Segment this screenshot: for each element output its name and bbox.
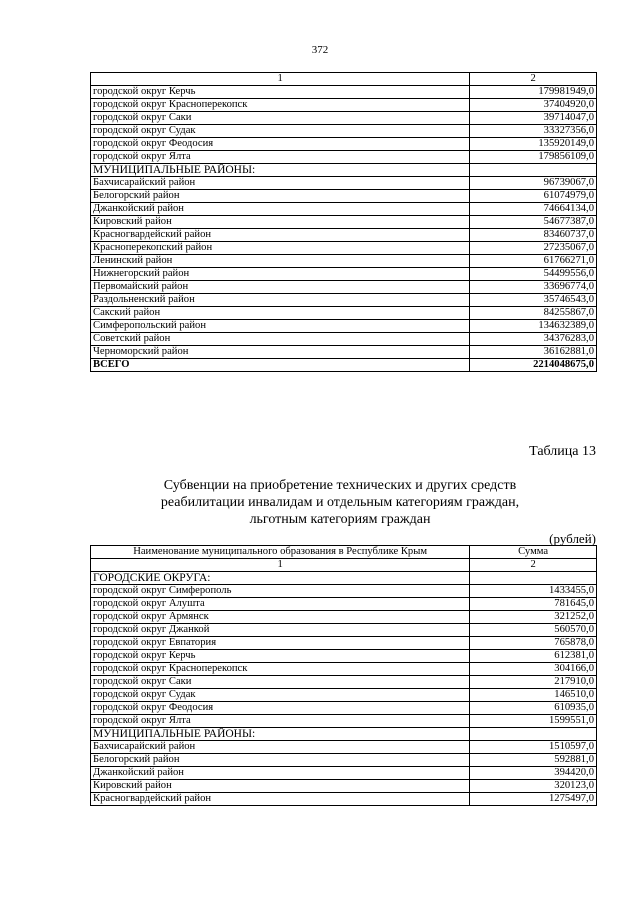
municipality-name: Советский район: [91, 333, 470, 346]
amount-value: 134632389,0: [470, 320, 597, 333]
table-row: [91, 767, 597, 780]
municipality-name: Симферопольский район: [91, 320, 470, 333]
table-row: [91, 754, 597, 767]
municipality-name: Красногвардейский район: [91, 229, 470, 242]
amount-value: [470, 728, 597, 741]
table-row: [91, 138, 597, 151]
table-row: [91, 255, 597, 268]
column-number-2: 2: [470, 559, 597, 572]
municipality-name: Кировский район: [91, 216, 470, 229]
table-row: [91, 125, 597, 138]
table-row: [91, 741, 597, 754]
amount-value: 35746543,0: [470, 294, 597, 307]
municipality-name: городской округ Судак: [91, 689, 470, 702]
amount-value: 179981949,0: [470, 86, 597, 99]
table-row: [91, 793, 597, 806]
table-row: [91, 624, 597, 637]
municipality-name: городской округ Армянск: [91, 611, 470, 624]
municipality-name: городской округ Джанкой: [91, 624, 470, 637]
column-number-row: [91, 559, 597, 572]
municipality-name: Нижнегорский район: [91, 268, 470, 281]
amount-value: 54677387,0: [470, 216, 597, 229]
table-row: [91, 780, 597, 793]
table-row: [91, 229, 597, 242]
column-number-2: 2: [470, 73, 597, 86]
table-row: [91, 702, 597, 715]
heading-line: льготным категориям граждан: [249, 512, 431, 527]
table-row: [91, 585, 597, 598]
table-row: [91, 663, 597, 676]
amount-value: 320123,0: [470, 780, 597, 793]
municipality-name: городской округ Керчь: [91, 86, 470, 99]
column-number-row: [91, 73, 597, 86]
table-row: [91, 294, 597, 307]
municipality-name: Раздольненский район: [91, 294, 470, 307]
municipality-name: Кировский район: [91, 780, 470, 793]
amount-value: 560570,0: [470, 624, 597, 637]
table-row: [91, 598, 597, 611]
amount-value: 27235067,0: [470, 242, 597, 255]
table-row: [91, 307, 597, 320]
municipality-name: МУНИЦИПАЛЬНЫЕ РАЙОНЫ:: [91, 728, 470, 741]
municipality-name: городской округ Ялта: [91, 715, 470, 728]
heading-line: реабилитации инвалидам и отдельным категориям граждан,: [160, 495, 520, 510]
table-row: [91, 346, 597, 359]
municipality-name: городской округ Красноперекопск: [91, 99, 470, 112]
municipality-name: городской округ Саки: [91, 676, 470, 689]
amount-value: 61766271,0: [470, 255, 597, 268]
table-row: [91, 320, 597, 333]
municipality-name: ВСЕГО: [91, 359, 470, 372]
municipality-name: городской округ Феодосия: [91, 138, 470, 151]
table-row: [91, 112, 597, 125]
budget-table-continuation: [90, 72, 597, 372]
amount-value: 2214048675,0: [470, 359, 597, 372]
municipality-name: городской округ Судак: [91, 125, 470, 138]
municipality-name: городской округ Симферополь: [91, 585, 470, 598]
municipality-name: городской округ Ялта: [91, 151, 470, 164]
municipality-name: Черноморский район: [91, 346, 470, 359]
header-sum: Сумма: [470, 546, 597, 559]
municipality-name: МУНИЦИПАЛЬНЫЕ РАЙОНЫ:: [91, 164, 470, 177]
amount-value: 1510597,0: [470, 741, 597, 754]
municipality-name: городской округ Алушта: [91, 598, 470, 611]
amount-value: 135920149,0: [470, 138, 597, 151]
table-heading: [80, 477, 600, 528]
amount-value: 36162881,0: [470, 346, 597, 359]
table-row: [91, 190, 597, 203]
municipality-name: Белогорский район: [91, 190, 470, 203]
section-row: [91, 164, 597, 177]
header-row: [91, 546, 597, 559]
section-row: [91, 728, 597, 741]
amount-value: 592881,0: [470, 754, 597, 767]
amount-value: 39714047,0: [470, 112, 597, 125]
amount-value: 394420,0: [470, 767, 597, 780]
municipality-name: городской округ Евпатория: [91, 637, 470, 650]
municipality-name: городской округ Саки: [91, 112, 470, 125]
municipality-name: Джанкойский район: [91, 767, 470, 780]
table-row: [91, 715, 597, 728]
amount-value: 610935,0: [470, 702, 597, 715]
amount-value: 781645,0: [470, 598, 597, 611]
municipality-name: Ленинский район: [91, 255, 470, 268]
amount-value: 54499556,0: [470, 268, 597, 281]
subvention-table: [90, 545, 597, 806]
amount-value: 1275497,0: [470, 793, 597, 806]
table-row: [91, 650, 597, 663]
amount-value: 612381,0: [470, 650, 597, 663]
amount-value: 1599551,0: [470, 715, 597, 728]
amount-value: 84255867,0: [470, 307, 597, 320]
amount-value: 33696774,0: [470, 281, 597, 294]
municipality-name: Красноперекопский район: [91, 242, 470, 255]
amount-value: 765878,0: [470, 637, 597, 650]
table-row: [91, 216, 597, 229]
amount-value: 146510,0: [470, 689, 597, 702]
municipality-name: Бахчисарайский район: [91, 741, 470, 754]
section-row: [91, 572, 597, 585]
municipality-name: Джанкойский район: [91, 203, 470, 216]
column-number-1: 1: [91, 559, 470, 572]
amount-value: [470, 164, 597, 177]
amount-value: 179856109,0: [470, 151, 597, 164]
amount-value: 321252,0: [470, 611, 597, 624]
municipality-name: Красногвардейский район: [91, 793, 470, 806]
table-row: [91, 611, 597, 624]
page-number: 372: [311, 44, 329, 56]
table-row: [91, 99, 597, 112]
header-municipality: Наименование муниципального образования в Республике Крым: [91, 546, 470, 559]
column-number-1: 1: [91, 73, 470, 86]
table-row: [91, 637, 597, 650]
table-row: [91, 676, 597, 689]
table-row: [91, 177, 597, 190]
table-row: [91, 689, 597, 702]
municipality-name: Первомайский район: [91, 281, 470, 294]
municipality-name: Бахчисарайский район: [91, 177, 470, 190]
amount-value: 217910,0: [470, 676, 597, 689]
table-row: [91, 86, 597, 99]
municipality-name: Белогорский район: [91, 754, 470, 767]
amount-value: 33327356,0: [470, 125, 597, 138]
municipality-name: городской округ Керчь: [91, 650, 470, 663]
amount-value: 96739067,0: [470, 177, 597, 190]
total-row: [91, 359, 597, 372]
municipality-name: ГОРОДСКИЕ ОКРУГА:: [91, 572, 470, 585]
amount-value: 1433455,0: [470, 585, 597, 598]
table-label: Таблица 13: [529, 444, 596, 459]
table-row: [91, 281, 597, 294]
table-row: [91, 203, 597, 216]
heading-line: Субвенции на приобретение технических и других средств: [163, 478, 517, 493]
amount-value: 61074979,0: [470, 190, 597, 203]
amount-value: 83460737,0: [470, 229, 597, 242]
amount-value: 304166,0: [470, 663, 597, 676]
table-row: [91, 268, 597, 281]
municipality-name: городской округ Красноперекопск: [91, 663, 470, 676]
amount-value: 74664134,0: [470, 203, 597, 216]
amount-value: [470, 572, 597, 585]
currency-unit: (рублей): [549, 531, 596, 546]
amount-value: 37404920,0: [470, 99, 597, 112]
municipality-name: Сакский район: [91, 307, 470, 320]
table-row: [91, 333, 597, 346]
table-row: [91, 151, 597, 164]
municipality-name: городской округ Феодосия: [91, 702, 470, 715]
amount-value: 34376283,0: [470, 333, 597, 346]
table-row: [91, 242, 597, 255]
